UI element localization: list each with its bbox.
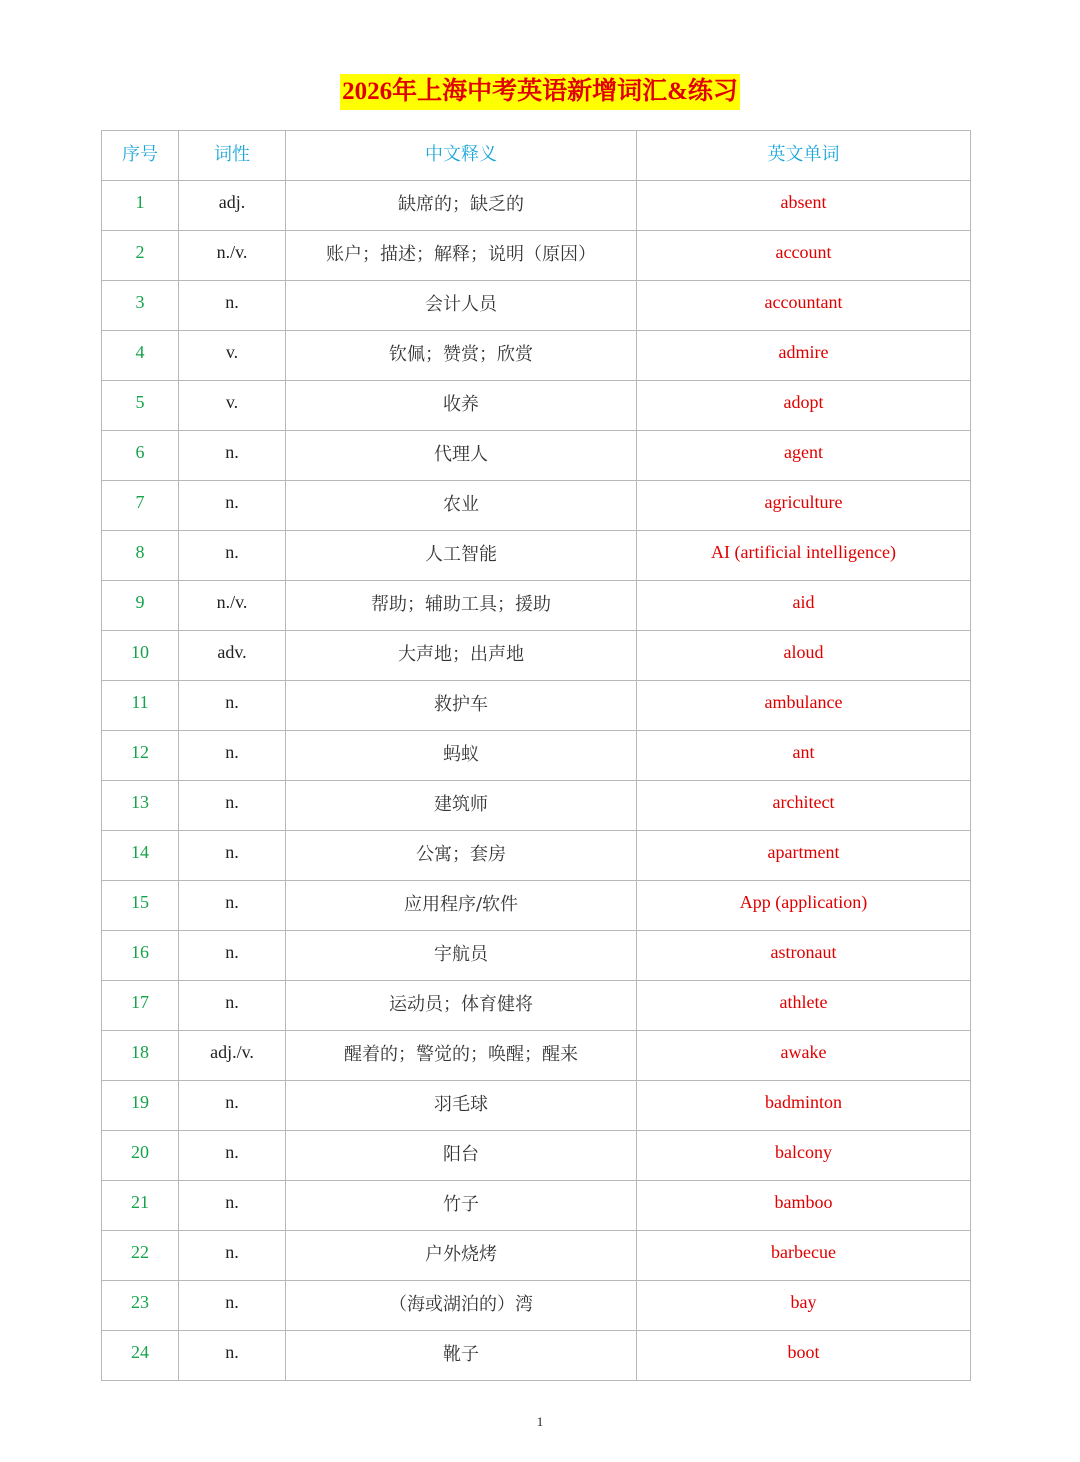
english-word: aloud <box>637 631 971 681</box>
table-row <box>102 631 971 681</box>
chinese-meaning: 救护车 <box>286 681 637 731</box>
table-row <box>102 531 971 581</box>
row-number: 9 <box>102 581 179 631</box>
english-word: aid <box>637 581 971 631</box>
chinese-meaning: 大声地；出声地 <box>286 631 637 681</box>
part-of-speech: n. <box>179 1181 286 1231</box>
english-word: bamboo <box>637 1181 971 1231</box>
row-number: 11 <box>102 681 179 731</box>
part-of-speech: n./v. <box>179 581 286 631</box>
row-number: 1 <box>102 181 179 231</box>
part-of-speech: n. <box>179 881 286 931</box>
english-word: absent <box>637 181 971 231</box>
table-row <box>102 1231 971 1281</box>
part-of-speech: adj. <box>179 181 286 231</box>
chinese-meaning: 建筑师 <box>286 781 637 831</box>
row-number: 15 <box>102 881 179 931</box>
english-word: ambulance <box>637 681 971 731</box>
english-word: badminton <box>637 1081 971 1131</box>
chinese-meaning: 应用程序/软件 <box>286 881 637 931</box>
english-word: bay <box>637 1281 971 1331</box>
table-body <box>102 181 971 1381</box>
english-word: agriculture <box>637 481 971 531</box>
row-number: 3 <box>102 281 179 331</box>
title-container <box>0 74 1080 110</box>
table-row <box>102 481 971 531</box>
row-number: 23 <box>102 1281 179 1331</box>
chinese-meaning: 宇航员 <box>286 931 637 981</box>
part-of-speech: n. <box>179 531 286 581</box>
vocabulary-table <box>101 130 971 1381</box>
row-number: 20 <box>102 1131 179 1181</box>
row-number: 10 <box>102 631 179 681</box>
chinese-meaning: 农业 <box>286 481 637 531</box>
chinese-meaning: 代理人 <box>286 431 637 481</box>
row-number: 17 <box>102 981 179 1031</box>
part-of-speech: n. <box>179 481 286 531</box>
chinese-meaning: 缺席的；缺乏的 <box>286 181 637 231</box>
part-of-speech: adj./v. <box>179 1031 286 1081</box>
row-number: 14 <box>102 831 179 881</box>
english-word: admire <box>637 331 971 381</box>
part-of-speech: v. <box>179 331 286 381</box>
chinese-meaning: 竹子 <box>286 1181 637 1231</box>
row-number: 7 <box>102 481 179 531</box>
part-of-speech: n./v. <box>179 231 286 281</box>
chinese-meaning: 靴子 <box>286 1331 637 1381</box>
table-header-row <box>102 131 971 181</box>
part-of-speech: n. <box>179 781 286 831</box>
chinese-meaning: 会计人员 <box>286 281 637 331</box>
row-number: 6 <box>102 431 179 481</box>
english-word: architect <box>637 781 971 831</box>
chinese-meaning: 人工智能 <box>286 531 637 581</box>
part-of-speech: n. <box>179 681 286 731</box>
table-row <box>102 1031 971 1081</box>
chinese-meaning: 户外烧烤 <box>286 1231 637 1281</box>
header-number: 序号 <box>102 131 179 181</box>
english-word: account <box>637 231 971 281</box>
header-chinese-meaning: 中文释义 <box>286 131 637 181</box>
table-row <box>102 831 971 881</box>
chinese-meaning: 醒着的；警觉的；唤醒；醒来 <box>286 1031 637 1081</box>
english-word: AI (artificial intelligence) <box>637 531 971 581</box>
chinese-meaning: 钦佩；赞赏；欣赏 <box>286 331 637 381</box>
table-row <box>102 931 971 981</box>
part-of-speech: n. <box>179 981 286 1031</box>
part-of-speech: v. <box>179 381 286 431</box>
table-row <box>102 781 971 831</box>
english-word: apartment <box>637 831 971 881</box>
table-row <box>102 1281 971 1331</box>
row-number: 4 <box>102 331 179 381</box>
chinese-meaning: 收养 <box>286 381 637 431</box>
table-row <box>102 581 971 631</box>
chinese-meaning: 运动员；体育健将 <box>286 981 637 1031</box>
english-word: awake <box>637 1031 971 1081</box>
english-word: athlete <box>637 981 971 1031</box>
row-number: 12 <box>102 731 179 781</box>
part-of-speech: n. <box>179 931 286 981</box>
table-row <box>102 181 971 231</box>
table-row <box>102 231 971 281</box>
chinese-meaning: 帮助；辅助工具；援助 <box>286 581 637 631</box>
page-number: 1 <box>536 1414 544 1429</box>
header-english-word: 英文单词 <box>637 131 971 181</box>
part-of-speech: n. <box>179 1131 286 1181</box>
english-word: App (application) <box>637 881 971 931</box>
table-row <box>102 281 971 331</box>
part-of-speech: n. <box>179 281 286 331</box>
row-number: 13 <box>102 781 179 831</box>
table-row <box>102 731 971 781</box>
table-row <box>102 381 971 431</box>
row-number: 24 <box>102 1331 179 1381</box>
part-of-speech: n. <box>179 831 286 881</box>
header-part-of-speech: 词性 <box>179 131 286 181</box>
row-number: 5 <box>102 381 179 431</box>
table-row <box>102 1131 971 1181</box>
row-number: 19 <box>102 1081 179 1131</box>
table-row <box>102 681 971 731</box>
table-row <box>102 881 971 931</box>
part-of-speech: adv. <box>179 631 286 681</box>
english-word: agent <box>637 431 971 481</box>
table-row <box>102 331 971 381</box>
part-of-speech: n. <box>179 1231 286 1281</box>
table-row <box>102 1081 971 1131</box>
row-number: 16 <box>102 931 179 981</box>
table-row <box>102 431 971 481</box>
row-number: 8 <box>102 531 179 581</box>
part-of-speech: n. <box>179 1331 286 1381</box>
row-number: 21 <box>102 1181 179 1231</box>
chinese-meaning: 账户；描述；解释；说明（原因） <box>286 231 637 281</box>
row-number: 18 <box>102 1031 179 1081</box>
part-of-speech: n. <box>179 731 286 781</box>
english-word: accountant <box>637 281 971 331</box>
part-of-speech: n. <box>179 1081 286 1131</box>
chinese-meaning: 羽毛球 <box>286 1081 637 1131</box>
english-word: boot <box>637 1331 971 1381</box>
table-row <box>102 1331 971 1381</box>
english-word: balcony <box>637 1131 971 1181</box>
chinese-meaning: 公寓；套房 <box>286 831 637 881</box>
row-number: 22 <box>102 1231 179 1281</box>
chinese-meaning: （海或湖泊的）湾 <box>286 1281 637 1331</box>
english-word: barbecue <box>637 1231 971 1281</box>
page-title: 2026年上海中考英语新增词汇&练习 <box>340 74 740 110</box>
english-word: astronaut <box>637 931 971 981</box>
row-number: 2 <box>102 231 179 281</box>
english-word: ant <box>637 731 971 781</box>
part-of-speech: n. <box>179 1281 286 1331</box>
table-row <box>102 981 971 1031</box>
english-word: adopt <box>637 381 971 431</box>
chinese-meaning: 阳台 <box>286 1131 637 1181</box>
part-of-speech: n. <box>179 431 286 481</box>
chinese-meaning: 蚂蚁 <box>286 731 637 781</box>
table-row <box>102 1181 971 1231</box>
